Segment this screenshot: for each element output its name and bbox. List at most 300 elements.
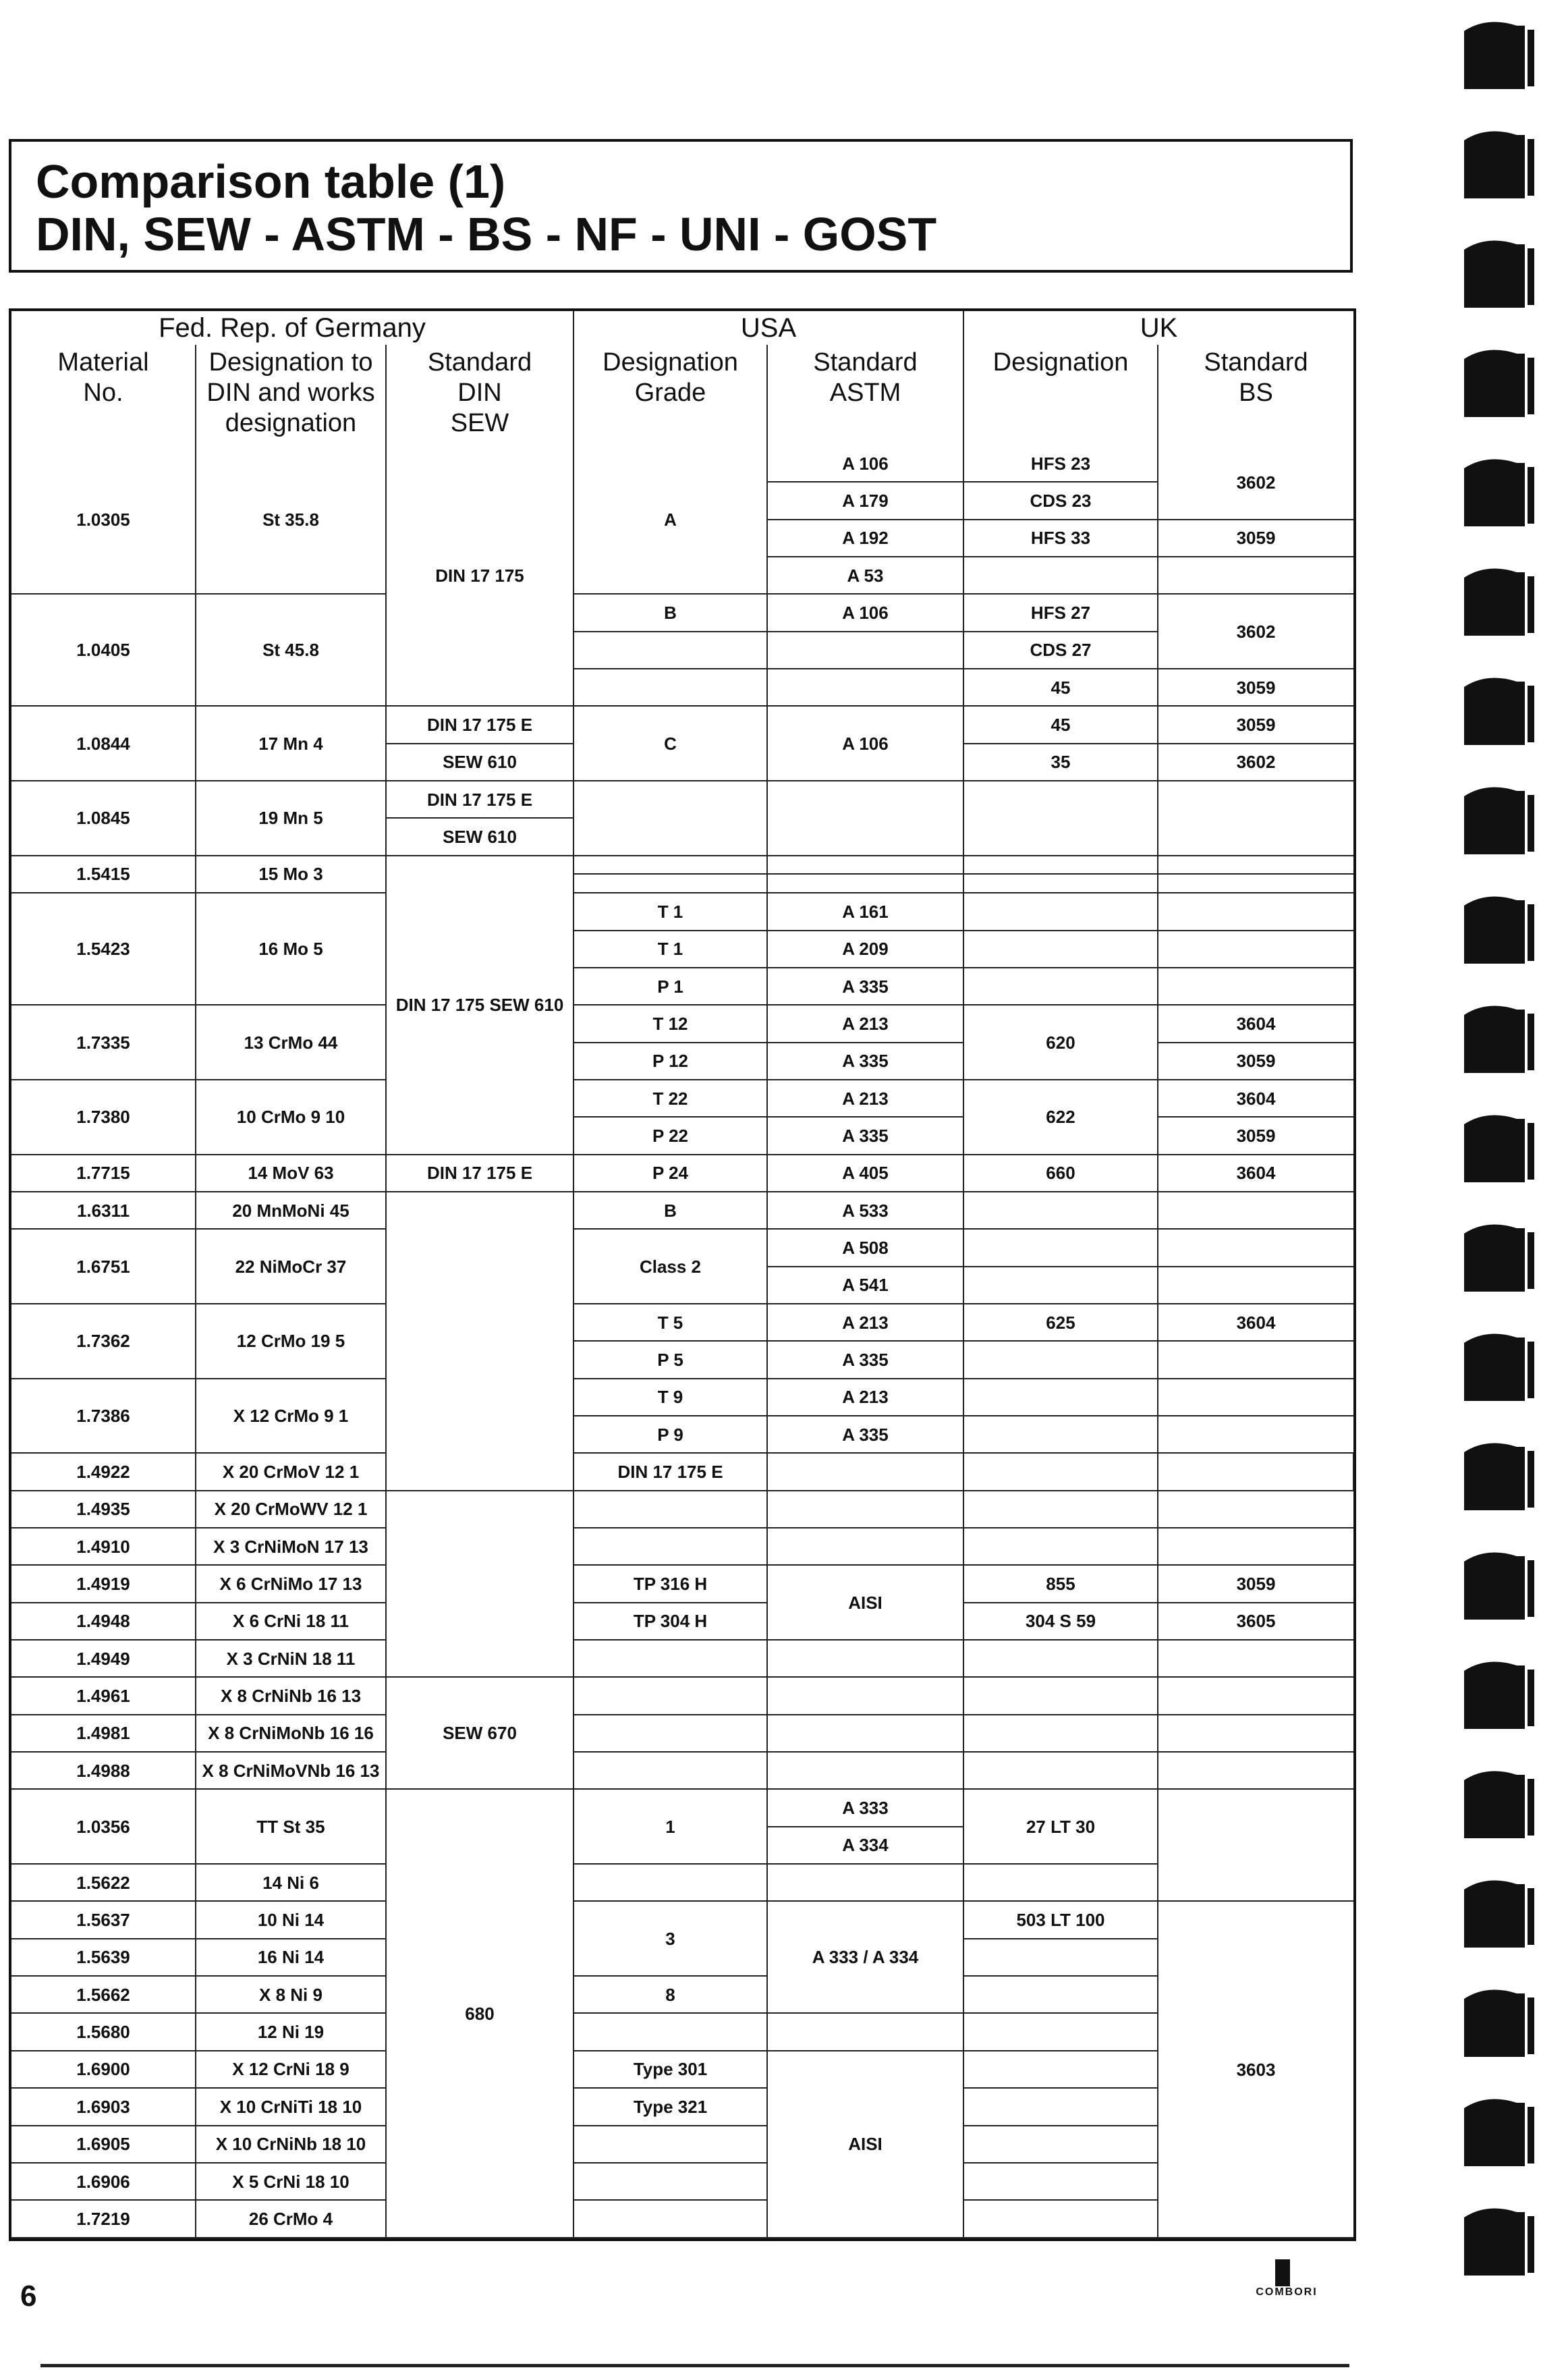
table-body <box>11 446 1353 2238</box>
table-cell: T 1 <box>573 893 767 930</box>
table-cell <box>1158 1341 1353 1378</box>
table-row <box>11 1976 1353 2013</box>
table-cell: DIN 17 175 E <box>573 1453 767 1490</box>
table-cell: 14 Ni 6 <box>196 1864 386 1901</box>
table-cell: 3604 <box>1158 1155 1353 1192</box>
spiral-binding-icon <box>1460 0 1568 2370</box>
table-cell <box>1158 931 1353 968</box>
table-cell: X 10 CrNiTi 18 10 <box>196 2088 386 2125</box>
table-cell: T 5 <box>573 1304 767 1341</box>
table-cell: SEW 610 <box>386 744 573 781</box>
table-cell: 27 LT 30 <box>963 1789 1158 1864</box>
table-cell: 1.7715 <box>11 1155 196 1192</box>
binding-tab-icon <box>1464 132 1534 198</box>
table-cell: 19 Mn 5 <box>196 781 386 856</box>
table-row <box>11 1491 1353 1528</box>
comparison-table <box>11 311 1353 2238</box>
table-cell: A 179 <box>767 482 963 519</box>
table-cell: 16 Ni 14 <box>196 1939 386 1976</box>
table-cell: 3603 <box>1158 1901 1353 2238</box>
table-cell: DIN 17 175 E <box>386 1155 573 1192</box>
table-row <box>11 893 1353 930</box>
table-cell <box>963 2013 1158 2050</box>
col-header-uk-designation: Designation <box>963 345 1158 446</box>
table-cell: A 333 <box>767 1789 963 1826</box>
table-cell <box>1158 1229 1353 1266</box>
table-cell: 1.4935 <box>11 1491 196 1528</box>
table-cell <box>1158 1379 1353 1416</box>
table-cell: A 335 <box>767 1043 963 1080</box>
binding-tab-icon <box>1464 1006 1534 1073</box>
binding-tab-icon <box>1464 1990 1534 2057</box>
table-cell: P 5 <box>573 1341 767 1378</box>
table-cell <box>963 1715 1158 1752</box>
title-box <box>9 139 1353 273</box>
table-row <box>11 706 1353 743</box>
table-cell: 3059 <box>1158 1117 1353 1154</box>
table-row <box>11 2013 1353 2050</box>
table-cell <box>1158 1715 1353 1752</box>
table-cell <box>963 931 1158 968</box>
logo-text: COMBORI <box>1256 2286 1318 2298</box>
group-header-uk: UK <box>963 311 1353 345</box>
table-cell <box>1158 1528 1353 1565</box>
table-cell <box>573 781 767 856</box>
table-cell <box>767 1640 963 1677</box>
table-cell <box>767 1528 963 1565</box>
table-cell: 8 <box>573 1976 767 2013</box>
table-cell: X 5 CrNi 18 10 <box>196 2163 386 2200</box>
logo <box>1243 2259 1331 2301</box>
table-cell <box>963 2126 1158 2163</box>
table-cell: 3605 <box>1158 1603 1353 1640</box>
table-cell: 10 CrMo 9 10 <box>196 1080 386 1155</box>
table-cell: 1.6311 <box>11 1192 196 1229</box>
table-cell: 26 CrMo 4 <box>196 2200 386 2238</box>
table-cell <box>573 2163 767 2200</box>
col-header-designation-din: Designation to DIN and works designation <box>196 345 386 446</box>
table-cell: 1 <box>573 1789 767 1864</box>
table-row <box>11 856 1353 875</box>
table-cell <box>573 856 767 875</box>
table-cell: 1.0356 <box>11 1789 196 1864</box>
table-row <box>11 2163 1353 2200</box>
table-cell: 1.6906 <box>11 2163 196 2200</box>
table-cell <box>767 1752 963 1789</box>
table-cell: A 192 <box>767 520 963 557</box>
table-row <box>11 1155 1353 1192</box>
table-cell: 1.5662 <box>11 1976 196 2013</box>
table-cell: TP 304 H <box>573 1603 767 1640</box>
table-cell: X 8 CrNiMoNb 16 16 <box>196 1715 386 1752</box>
table-cell: 3604 <box>1158 1005 1353 1042</box>
table-cell: 17 Mn 4 <box>196 706 386 781</box>
table-cell <box>386 1491 573 1678</box>
table-cell: 1.7219 <box>11 2200 196 2238</box>
table-cell: 1.5680 <box>11 2013 196 2050</box>
table-cell: 3 <box>573 1901 767 1976</box>
table-cell: 503 LT 100 <box>963 1901 1158 1938</box>
table-cell <box>963 1752 1158 1789</box>
group-header-usa: USA <box>573 311 963 345</box>
col-header-standard-din: Standard DIN SEW <box>386 345 573 446</box>
table-cell: 3059 <box>1158 520 1353 557</box>
table-cell: Type 321 <box>573 2088 767 2125</box>
table-cell <box>573 632 767 669</box>
table-cell: AISI <box>767 2051 963 2238</box>
table-cell: A 335 <box>767 968 963 1005</box>
table-cell: 10 Ni 14 <box>196 1901 386 1938</box>
table-cell: St 35.8 <box>196 446 386 594</box>
table-cell <box>963 2051 1158 2088</box>
table-cell: 1.7362 <box>11 1304 196 1379</box>
table-cell <box>963 1864 1158 1901</box>
table-cell: 35 <box>963 744 1158 781</box>
table-cell: 622 <box>963 1080 1158 1155</box>
page-subtitle: DIN, SEW - ASTM - BS - NF - UNI - GOST <box>36 208 937 260</box>
table-cell <box>767 781 963 856</box>
table-cell: 625 <box>963 1304 1158 1341</box>
table-row <box>11 2126 1353 2163</box>
table-cell: 1.6751 <box>11 1229 196 1304</box>
table-cell <box>963 781 1158 856</box>
table-cell: 1.6900 <box>11 2051 196 2088</box>
table-cell: X 8 CrNiMoVNb 16 13 <box>196 1752 386 1789</box>
table-cell: X 8 Ni 9 <box>196 1976 386 2013</box>
table-cell: 3059 <box>1158 706 1353 743</box>
table-cell <box>767 632 963 669</box>
table-cell: TT St 35 <box>196 1789 386 1864</box>
binding-tab-icon <box>1464 1115 1534 1182</box>
table-cell: 1.7335 <box>11 1005 196 1080</box>
table-cell: DIN 17 175 E <box>386 706 573 743</box>
table-row <box>11 446 1353 482</box>
table-cell <box>963 1453 1158 1490</box>
table-cell: 3059 <box>1158 1565 1353 1602</box>
table-cell <box>963 856 1158 875</box>
table-cell <box>1158 1267 1353 1304</box>
table-cell: Class 2 <box>573 1229 767 1304</box>
table-cell: 1.5415 <box>11 856 196 893</box>
table-cell: A 533 <box>767 1192 963 1229</box>
table-cell <box>1158 781 1353 856</box>
table-cell: Type 301 <box>573 2051 767 2088</box>
table-cell: 1.4981 <box>11 1715 196 1752</box>
table-cell: A 106 <box>767 594 963 631</box>
table-cell <box>963 1267 1158 1304</box>
table-cell: 680 <box>386 1789 573 2238</box>
group-header-germany: Fed. Rep. of Germany <box>11 311 573 345</box>
table-cell <box>1158 1453 1353 1490</box>
table-cell: A 335 <box>767 1341 963 1378</box>
binding-tab-icon <box>1464 788 1534 854</box>
table-row <box>11 1379 1353 1416</box>
binding-tab-icon <box>1464 1662 1534 1729</box>
binding-tab-icon <box>1464 1334 1534 1401</box>
table-cell: A 53 <box>767 557 963 594</box>
table-cell: 1.4922 <box>11 1453 196 1490</box>
table-cell: A 106 <box>767 706 963 781</box>
table-cell <box>963 2200 1158 2238</box>
table-cell <box>767 1715 963 1752</box>
table-row <box>11 1864 1353 1901</box>
table-cell: 3059 <box>1158 1043 1353 1080</box>
table-cell: 1.0405 <box>11 594 196 706</box>
table-cell: 13 CrMo 44 <box>196 1005 386 1080</box>
table-cell: HFS 23 <box>963 446 1158 482</box>
table-cell <box>963 968 1158 1005</box>
table-cell: HFS 33 <box>963 520 1158 557</box>
table-cell: P 12 <box>573 1043 767 1080</box>
table-cell <box>767 669 963 706</box>
table-cell: 1.4988 <box>11 1752 196 1789</box>
table-cell: 3604 <box>1158 1304 1353 1341</box>
table-cell: CDS 23 <box>963 482 1158 519</box>
table-cell: X 20 CrMoWV 12 1 <box>196 1491 386 1528</box>
table-cell: 3602 <box>1158 744 1353 781</box>
table-cell: C <box>573 706 767 781</box>
table-cell: 3602 <box>1158 446 1353 520</box>
table-row <box>11 1005 1353 1042</box>
table-row <box>11 1453 1353 1490</box>
table-cell <box>963 874 1158 893</box>
binding-tab-icon <box>1464 1553 1534 1620</box>
table-cell: TP 316 H <box>573 1565 767 1602</box>
binding-tab-icon <box>1464 1225 1534 1292</box>
table-cell: A 213 <box>767 1080 963 1117</box>
table-cell: SEW 610 <box>386 818 573 855</box>
table-row <box>11 1565 1353 1602</box>
comparison-table-frame <box>9 308 1356 2241</box>
table-cell <box>767 874 963 893</box>
table-cell <box>963 557 1158 594</box>
table-cell: B <box>573 1192 767 1229</box>
table-cell: 855 <box>963 1565 1158 1602</box>
bottom-rule <box>40 2364 1349 2367</box>
binding-tab-icon <box>1464 460 1534 526</box>
table-cell: 22 NiMoCr 37 <box>196 1229 386 1304</box>
table-cell: X 6 CrNiMo 17 13 <box>196 1565 386 1602</box>
table-row <box>11 1192 1353 1229</box>
table-cell: A 213 <box>767 1304 963 1341</box>
table-cell <box>1158 557 1353 594</box>
table-cell: 1.4948 <box>11 1603 196 1640</box>
table-cell: 12 CrMo 19 5 <box>196 1304 386 1379</box>
table-cell <box>1158 1491 1353 1528</box>
table-cell: T 12 <box>573 1005 767 1042</box>
table-cell: 1.7386 <box>11 1379 196 1454</box>
table-cell: 3602 <box>1158 594 1353 669</box>
table-row <box>11 2088 1353 2125</box>
binding-tab-icon <box>1464 2099 1534 2166</box>
table-cell: 1.7380 <box>11 1080 196 1155</box>
table-cell: T 1 <box>573 931 767 968</box>
table-row <box>11 1789 1353 1826</box>
table-cell <box>963 1939 1158 1976</box>
table-cell: 20 MnMoNi 45 <box>196 1192 386 1229</box>
table-cell: 14 MoV 63 <box>196 1155 386 1192</box>
table-row <box>11 1715 1353 1752</box>
table-row <box>11 1080 1353 1117</box>
page-number: 6 <box>20 2280 37 2313</box>
table-cell <box>1158 968 1353 1005</box>
logo-icon <box>1275 2259 1290 2286</box>
table-cell: A 405 <box>767 1155 963 1192</box>
table-cell: 304 S 59 <box>963 1603 1158 1640</box>
table-cell <box>963 1416 1158 1453</box>
table-cell: 3604 <box>1158 1080 1353 1117</box>
table-row <box>11 781 1353 818</box>
table-cell: 1.6903 <box>11 2088 196 2125</box>
table-cell: X 20 CrMoV 12 1 <box>196 1453 386 1490</box>
table-row <box>11 594 1353 631</box>
table-cell: DIN 17 175 SEW 610 <box>386 856 573 1155</box>
table-cell <box>573 669 767 706</box>
binding-tab-icon <box>1464 1771 1534 1838</box>
table-cell: X 6 CrNi 18 11 <box>196 1603 386 1640</box>
table-cell: 1.0844 <box>11 706 196 781</box>
table-cell: DIN 17 175 <box>386 446 573 706</box>
table-cell: A 213 <box>767 1379 963 1416</box>
table-cell: 45 <box>963 706 1158 743</box>
table-cell: A 106 <box>767 446 963 482</box>
table-cell: 16 Mo 5 <box>196 893 386 1005</box>
table-cell: P 24 <box>573 1155 767 1192</box>
table-cell <box>1158 1416 1353 1453</box>
table-row <box>11 1603 1353 1640</box>
table-cell: X 3 CrNiMoN 17 13 <box>196 1528 386 1565</box>
table-row <box>11 2200 1353 2238</box>
table-cell: X 12 CrNi 18 9 <box>196 2051 386 2088</box>
table-cell <box>1158 1192 1353 1229</box>
table-cell: A 508 <box>767 1229 963 1266</box>
table-cell: A 334 <box>767 1827 963 1864</box>
table-row <box>11 1528 1353 1565</box>
table-cell <box>386 1192 573 1491</box>
table-cell <box>963 2088 1158 2125</box>
table-cell <box>767 1677 963 1714</box>
table-cell <box>963 1379 1158 1416</box>
table-cell: HFS 27 <box>963 594 1158 631</box>
table-cell: T 9 <box>573 1379 767 1416</box>
table-cell: B <box>573 594 767 631</box>
table-cell: 45 <box>963 669 1158 706</box>
table-row <box>11 1677 1353 1714</box>
table-cell: SEW 670 <box>386 1677 573 1789</box>
table-cell: 1.0305 <box>11 446 196 594</box>
col-header-material-no: Material No. <box>11 345 196 446</box>
table-cell <box>1158 874 1353 893</box>
col-header-standard-astm: Standard ASTM <box>767 345 963 446</box>
table-cell <box>963 893 1158 930</box>
table-cell: P 9 <box>573 1416 767 1453</box>
table-cell: 1.4919 <box>11 1565 196 1602</box>
table-cell: 620 <box>963 1005 1158 1080</box>
table-cell: St 45.8 <box>196 594 386 706</box>
table-cell <box>573 1715 767 1752</box>
table-cell: X 3 CrNiN 18 11 <box>196 1640 386 1677</box>
table-cell: T 22 <box>573 1080 767 1117</box>
table-cell: P 1 <box>573 968 767 1005</box>
table-cell <box>573 1677 767 1714</box>
table-cell: 15 Mo 3 <box>196 856 386 893</box>
table-cell: X 12 CrMo 9 1 <box>196 1379 386 1454</box>
table-cell: 1.4949 <box>11 1640 196 1677</box>
table-cell <box>963 1229 1158 1266</box>
table-cell: X 10 CrNiNb 18 10 <box>196 2126 386 2163</box>
table-cell <box>1158 856 1353 875</box>
table-cell <box>963 1976 1158 2013</box>
table-cell <box>767 856 963 875</box>
table-cell <box>963 2163 1158 2200</box>
table-cell <box>767 2013 963 2050</box>
table-cell: P 22 <box>573 1117 767 1154</box>
table-cell <box>573 1640 767 1677</box>
table-cell: CDS 27 <box>963 632 1158 669</box>
table-cell: A <box>573 446 767 594</box>
table-cell <box>963 1528 1158 1565</box>
binding-tab-icon <box>1464 22 1534 89</box>
table-cell: A 213 <box>767 1005 963 1042</box>
table-row <box>11 1304 1353 1341</box>
table-row <box>11 1640 1353 1677</box>
table-cell <box>963 1192 1158 1229</box>
table-cell: A 335 <box>767 1117 963 1154</box>
table-cell: 1.5423 <box>11 893 196 1005</box>
table-cell: DIN 17 175 E <box>386 781 573 818</box>
table-cell <box>573 2200 767 2238</box>
table-cell <box>963 1677 1158 1714</box>
binding-tab-icon <box>1464 1443 1534 1510</box>
table-cell: X 8 CrNiNb 16 13 <box>196 1677 386 1714</box>
binding-tab-icon <box>1464 1881 1534 1948</box>
table-row <box>11 2051 1353 2088</box>
table-cell <box>1158 1677 1353 1714</box>
table-cell: 1.5637 <box>11 1901 196 1938</box>
binding-tab-icon <box>1464 2209 1534 2276</box>
table-cell <box>573 1528 767 1565</box>
col-header-standard-bs: Standard BS <box>1158 345 1353 446</box>
table-cell: 1.4961 <box>11 1677 196 1714</box>
table-cell <box>573 1864 767 1901</box>
table-cell: 1.5639 <box>11 1939 196 1976</box>
binding-tab-icon <box>1464 569 1534 636</box>
table-cell <box>573 2126 767 2163</box>
table-cell <box>767 1453 963 1490</box>
table-cell: 1.4910 <box>11 1528 196 1565</box>
table-cell: AISI <box>767 1565 963 1640</box>
table-cell: A 335 <box>767 1416 963 1453</box>
table-cell <box>963 1341 1158 1378</box>
col-header-usa-designation: Designation Grade <box>573 345 767 446</box>
table-row <box>11 1752 1353 1789</box>
table-cell <box>573 1752 767 1789</box>
table-cell: 1.5622 <box>11 1864 196 1901</box>
binding-tab-icon <box>1464 350 1534 417</box>
table-cell: A 209 <box>767 931 963 968</box>
table-cell: A 541 <box>767 1267 963 1304</box>
binding-tab-icon <box>1464 241 1534 308</box>
table-cell <box>767 1491 963 1528</box>
table-cell: A 161 <box>767 893 963 930</box>
table-cell: 3059 <box>1158 669 1353 706</box>
table-cell: 660 <box>963 1155 1158 1192</box>
table-cell <box>963 1640 1158 1677</box>
page-title: Comparison table (1) <box>36 155 506 208</box>
table-cell: 1.0845 <box>11 781 196 856</box>
table-cell <box>1158 1752 1353 1789</box>
table-cell <box>767 1864 963 1901</box>
